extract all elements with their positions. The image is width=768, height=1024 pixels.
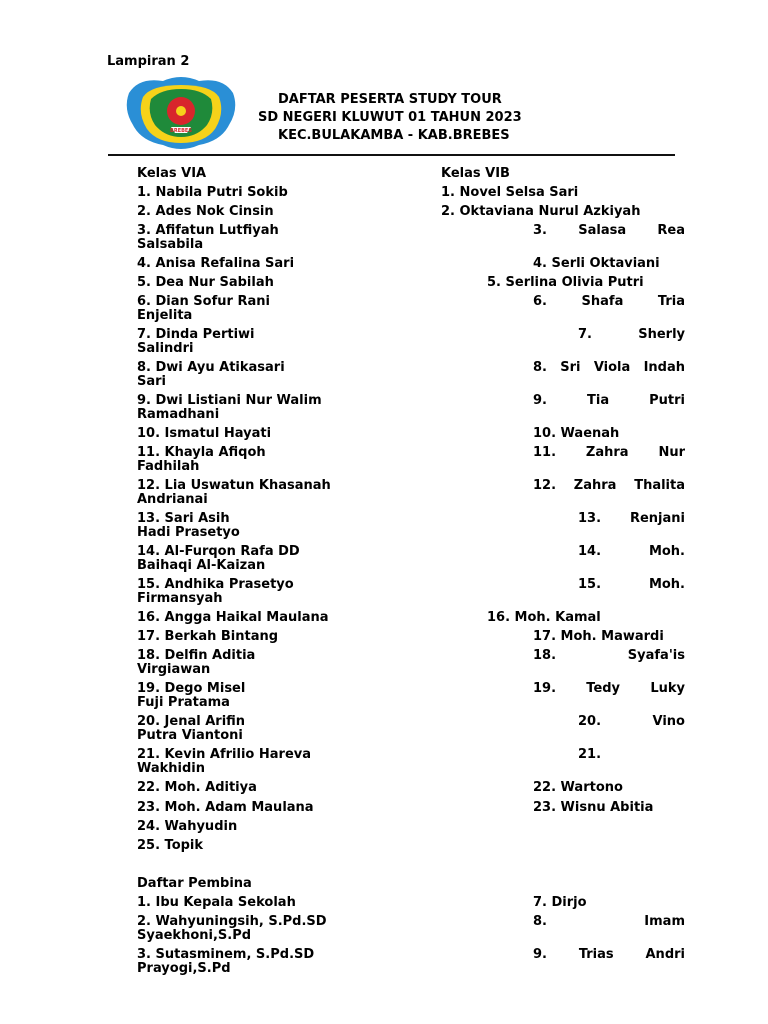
- via-student-name-cont: Ramadhani: [137, 407, 220, 422]
- vib-student-name: 14. Moh.: [578, 544, 685, 559]
- via-student-name-cont: Putra Viantoni: [137, 728, 243, 743]
- vib-student-name: 22. Wartono: [533, 780, 623, 795]
- via-student-name-cont: Salsabila: [137, 237, 204, 252]
- via-student-name-cont: Salindri: [137, 341, 194, 356]
- vib-student-name: 18. Syafa'is: [533, 648, 685, 663]
- pembina-name: 3. Sutasminem, S.Pd.SD: [137, 947, 315, 962]
- via-student-name: 18. Delfin Aditia: [137, 648, 256, 663]
- vib-student-name: 8. Sri Viola Indah: [533, 360, 685, 375]
- via-student-name: 21. Kevin Afrilio Hareva: [137, 747, 312, 762]
- via-student-name: 17. Berkah Bintang: [137, 629, 279, 644]
- vib-student-name: 10. Waenah: [533, 426, 620, 441]
- pembina-name: Prayogi,S.Pd: [137, 961, 231, 976]
- via-student-name: 12. Lia Uswatun Khasanah: [137, 478, 331, 493]
- via-student-name: 2. Ades Nok Cinsin: [137, 204, 274, 219]
- vib-student-name: 11. Zahra Nur: [533, 445, 685, 460]
- vib-student-name: 20. Vino: [578, 714, 685, 729]
- via-student-name: 4. Anisa Refalina Sari: [137, 256, 295, 271]
- via-student-name: 10. Ismatul Hayati: [137, 426, 272, 441]
- pembina-name: Syaekhoni,S.Pd: [137, 928, 252, 943]
- via-student-name: 8. Dwi Ayu Atikasari: [137, 360, 285, 375]
- vib-student-name: 17. Moh. Mawardi: [533, 629, 664, 644]
- vib-student-name: 23. Wisnu Abitia: [533, 800, 654, 815]
- via-student-name-cont: Virgiawan: [137, 662, 211, 677]
- via-student-name: 13. Sari Asih: [137, 511, 230, 526]
- via-student-name: 3. Afifatun Lutfiyah: [137, 223, 279, 238]
- vib-student-name: 12. Zahra Thalita: [533, 478, 685, 493]
- pembina-name-right: 8. Imam: [533, 914, 685, 929]
- pembina-name: 1. Ibu Kepala Sekolah: [137, 895, 296, 910]
- pembina-name-right: 7. Dirjo: [533, 895, 587, 910]
- via-student-name: 22. Moh. Aditiya: [137, 780, 257, 795]
- via-student-name: 24. Wahyudin: [137, 819, 238, 834]
- via-student-name-cont: Fuji Pratama: [137, 695, 230, 710]
- attachment-label: Lampiran 2: [107, 54, 190, 69]
- vib-student-name: 5. Serlina Olivia Putri: [487, 275, 644, 290]
- vib-student-name: 4. Serli Oktaviani: [533, 256, 660, 271]
- via-student-name-cont: Firmansyah: [137, 591, 223, 606]
- via-student-name: 6. Dian Sofur Rani: [137, 294, 270, 309]
- via-student-name-cont: Fadhilah: [137, 459, 200, 474]
- via-student-name: 7. Dinda Pertiwi: [137, 327, 255, 342]
- via-student-name-cont: Enjelita: [137, 308, 193, 323]
- logo-text: BREBES: [170, 128, 192, 134]
- via-student-name: 19. Dego Misel: [137, 681, 246, 696]
- via-student-name: 5. Dea Nur Sabilah: [137, 275, 274, 290]
- via-student-name: 23. Moh. Adam Maulana: [137, 800, 314, 815]
- via-student-name: 1. Nabila Putri Sokib: [137, 185, 288, 200]
- via-student-name-cont: Andrianai: [137, 492, 208, 507]
- brebes-logo: [121, 75, 241, 151]
- vib-student-name: 3. Salasa Rea: [533, 223, 685, 238]
- title-line-2: SD NEGERI KLUWUT 01 TAHUN 2023: [258, 110, 522, 125]
- pembina-heading: Daftar Pembina: [137, 876, 252, 891]
- pembina-name: 2. Wahyuningsih, S.Pd.SD: [137, 914, 327, 929]
- vib-student-name: 16. Moh. Kamal: [487, 610, 601, 625]
- pembina-name-right: 9. Trias Andri: [533, 947, 685, 962]
- title-line-3: KEC.BULAKAMBA - KAB.BREBES: [278, 128, 510, 143]
- vib-student-name: 7. Sherly: [578, 327, 685, 342]
- vib-student-name: 1. Novel Selsa Sari: [441, 185, 579, 200]
- vib-student-name: 2. Oktaviana Nurul Azkiyah: [441, 204, 641, 219]
- via-student-name-cont: Wakhidin: [137, 761, 206, 776]
- via-student-name-cont: Hadi Prasetyo: [137, 525, 240, 540]
- via-student-name: 25. Topik: [137, 838, 204, 853]
- via-student-name: 15. Andhika Prasetyo: [137, 577, 294, 592]
- vib-student-name: 6. Shafa Tria: [533, 294, 685, 309]
- via-student-name: 11. Khayla Afiqoh: [137, 445, 266, 460]
- vib-student-name: 21.: [578, 747, 602, 762]
- via-student-name-cont: Sari: [137, 374, 167, 389]
- via-student-name: 14. Al-Furqon Rafa DD: [137, 544, 300, 559]
- via-student-name-cont: Baihaqi Al-Kaizan: [137, 558, 266, 573]
- title-line-1: DAFTAR PESERTA STUDY TOUR: [278, 92, 502, 107]
- vib-student-name: 15. Moh.: [578, 577, 685, 592]
- via-student-name: 20. Jenal Arifin: [137, 714, 246, 729]
- vib-student-name: 19. Tedy Luky: [533, 681, 685, 696]
- class-vib-heading: Kelas VIB: [441, 166, 510, 181]
- vib-student-name: 9. Tia Putri: [533, 393, 685, 408]
- header-divider: [108, 154, 675, 156]
- class-via-heading: Kelas VIA: [137, 166, 207, 181]
- vib-student-name: 13. Renjani: [578, 511, 685, 526]
- via-student-name: 9. Dwi Listiani Nur Walim: [137, 393, 322, 408]
- via-student-name: 16. Angga Haikal Maulana: [137, 610, 329, 625]
